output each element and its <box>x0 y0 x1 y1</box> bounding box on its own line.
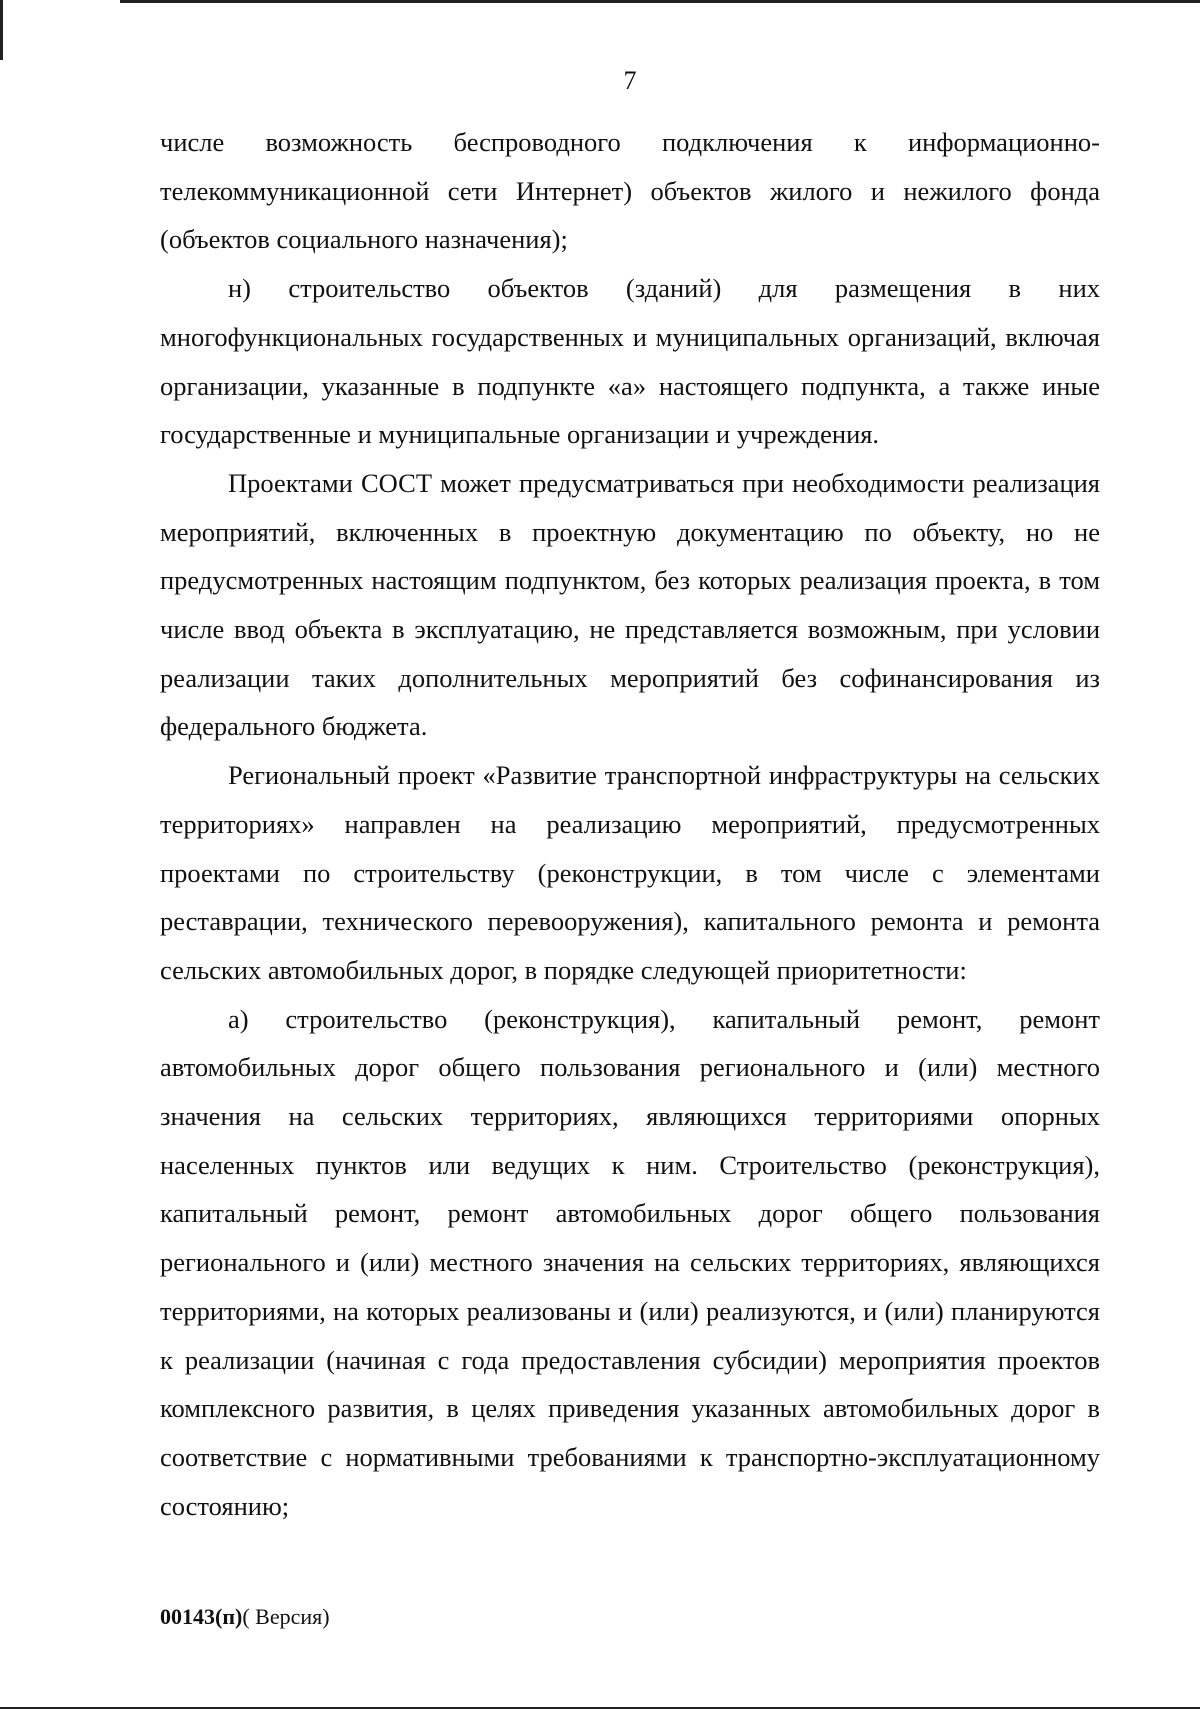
document-body <box>160 118 1100 1530</box>
document-footer <box>160 1604 330 1630</box>
paragraph-sost-projects: Проектами СОСТ может предусматриваться при необходимости реализация мероприятий, включенных в проектную документацию по объекту, но не предусмотренных настоящим подпунктом, без которых реализация проекта, в том числе ввод объекта в эксплуатацию, не представляется возможным, при условии реализации таких дополнительных мероприятий без софинансирования из федерального бюджета. <box>160 467 1100 742</box>
scan-edge-left <box>0 0 3 60</box>
document-code: 00143(п) <box>160 1604 243 1629</box>
document-version: ( Версия) <box>242 1604 330 1629</box>
page-number: 7 <box>623 66 637 95</box>
paragraph-item-n: н) строительство объектов (зданий) для размещения в них многофункциональных государственных и муниципальных организаций, включая организации, указанные в подпункте «а» настоящего подпункта, а также иные государственные и муниципальные организации и учреждения. <box>160 273 1100 450</box>
paragraph-continuation: числе возможность беспроводного подключения к информационно-телекоммуникационной сети Интернет) объектов жилого и нежилого фонда (объектов социального назначения); <box>160 127 1100 255</box>
scan-edge-top <box>120 0 1200 3</box>
scan-edge-bottom <box>0 1707 1200 1709</box>
paragraph-item-a: а) строительство (реконструкция), капитальный ремонт, ремонт автомобильных дорог общего пользования регионального и (или) местного значения на сельских территориях, являющихся территориями опорных населенных пунктов или ведущих к ним. Строительство (реконструкция), капитальный ремонт, ремонт автомобильных дорог общего пользования регионального и (или) местного значения на сельских территориях, являющихся территориями, на которых реализованы и (или) реализуются, и (или) планируются к реализации (начиная с года предоставления субсидии) мероприятия проектов комплексного развития, в целях приведения указанных автомобильных дорог в соответствие с нормативными требованиями к транспортно-эксплуатационному состоянию; <box>160 1003 1100 1521</box>
paragraph-regional-project: Региональный проект «Развитие транспортной инфраструктуры на сельских территориях» направлен на реализацию мероприятий, предусмотренных проектами по строительству (реконструкции, в том числе с элементами реставрации, технического перевооружения), капитального ремонта и ремонта сельских автомобильных дорог, в порядке следующей приоритетности: <box>160 760 1100 985</box>
